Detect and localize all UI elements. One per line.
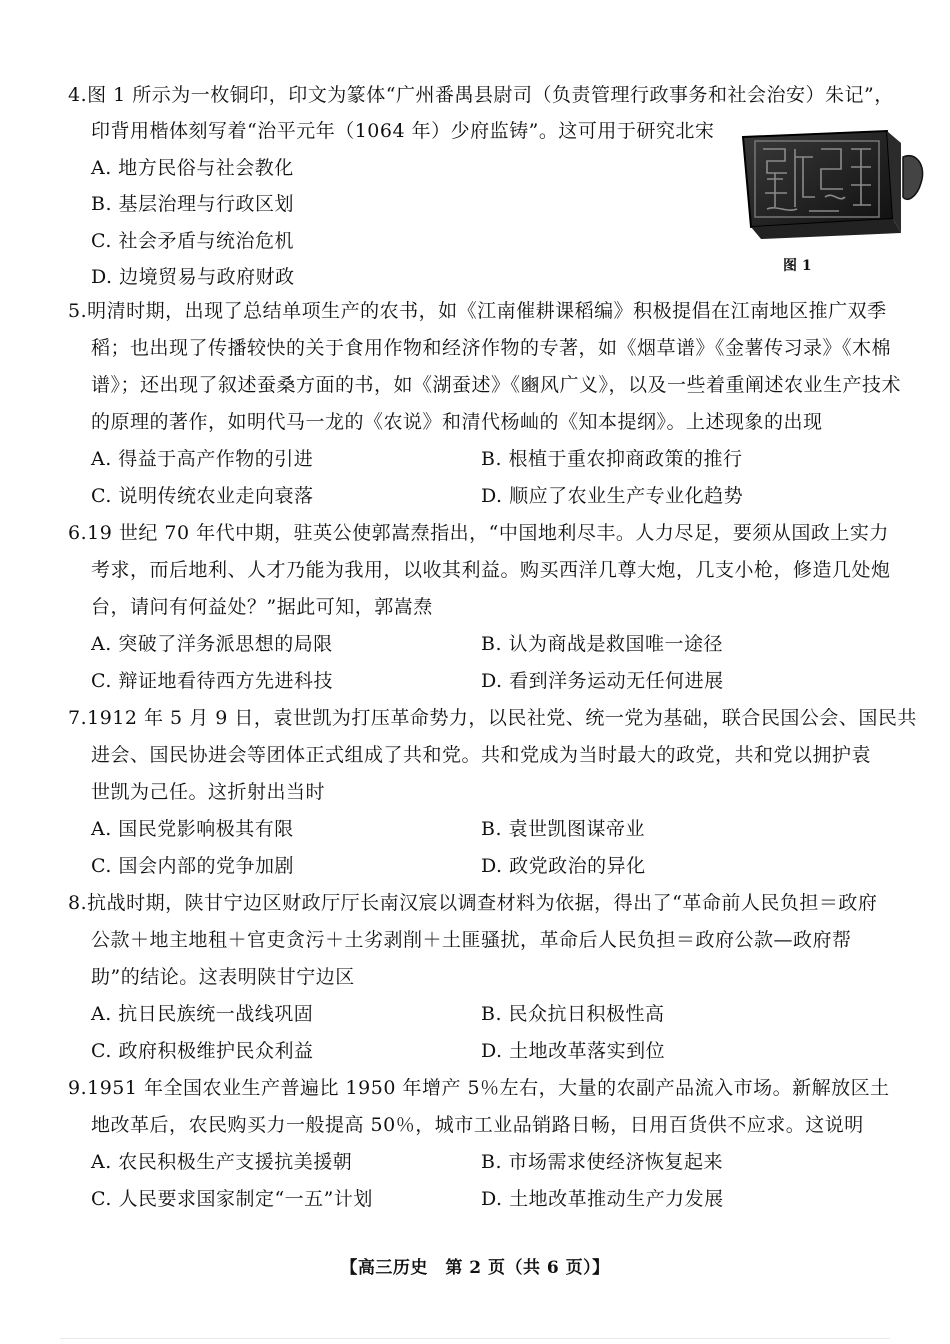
option-b[interactable]: B. 民众抗日积极性高 [481,1003,665,1025]
option-b[interactable]: B. 根植于重农抑商政策的推行 [481,448,743,470]
option-c[interactable]: C. 国会内部的党争加剧 [91,855,294,877]
question-stem-line: 世凯为己任。这折射出当时 [91,781,326,803]
question-stem-line: 4.图 1 所示为一枚铜印，印文为篆体“广州番禺县尉司（负责管理行政事务和社会治安）朱记”， [68,84,894,106]
option-d[interactable]: D. 政党政治的异化 [481,855,646,877]
option-c[interactable]: C. 说明传统农业走向衰落 [91,485,314,507]
question-stem-line: 进会、国民协进会等团体正式组成了共和党。共和党成为当时最大的政党，共和党以拥护袁 [91,744,872,766]
question-stem-line: 的原理的著作，如明代马一龙的《农说》和清代杨屾的《知本提纲》。上述现象的出现 [91,411,823,433]
option-a[interactable]: A. 得益于高产作物的引进 [91,448,314,470]
question-stem-line: 台，请问有何益处？”据此可知，郭嵩焘 [91,596,433,618]
option-a[interactable]: A. 国民党影响极其有限 [91,818,294,840]
option-c[interactable]: C. 人民要求国家制定“一五”计划 [91,1188,373,1210]
question-stem-line: 助”的结论。这表明陕甘宁边区 [91,966,355,988]
bronze-seal-image [737,127,937,245]
option-c[interactable]: C. 辩证地看待西方先进科技 [91,670,333,692]
option-b[interactable]: B. 袁世凯图谋帝业 [481,818,646,840]
option-a[interactable]: A. 地方民俗与社会教化 [91,157,294,179]
option-d[interactable]: D. 看到洋务运动无任何进展 [481,670,724,692]
option-b[interactable]: B. 认为商战是救国唯一途径 [481,633,724,655]
option-b[interactable]: B. 基层治理与行政区划 [91,193,295,215]
divider [60,1338,890,1339]
question-stem-line: 谱》；还出现了叙述蚕桑方面的书，如《湖蚕述》《豳风广义》，以及一些着重阐述农业生产技术 [91,374,902,396]
question-stem-line: 稻；也出现了传播较快的关于食用作物和经济作物的专著，如《烟草谱》《金薯传习录》《木棉 [91,337,892,359]
option-b[interactable]: B. 市场需求使经济恢复起来 [481,1151,724,1173]
page-footer: 【高三历史 第 2 页（共 6 页）】 [340,1258,610,1278]
option-c[interactable]: C. 政府积极维护民众利益 [91,1040,314,1062]
option-d[interactable]: D. 顺应了农业生产专业化趋势 [481,485,744,507]
option-c[interactable]: C. 社会矛盾与统治危机 [91,230,294,252]
question-stem-line: 公款＋地主地租＋官吏贪污＋土劣剥削＋土匪骚扰，革命后人民负担＝政府公款—政府帮 [91,929,852,951]
question-stem-line: 5.明清时期，出现了总结单项生产的农书，如《江南催耕课稻编》积极提倡在江南地区推广双季 [68,300,887,322]
question-stem-line: 地改革后，农民购买力一般提高 50％，城市工业品销路日畅，日用百货供不应求。这说明 [91,1114,864,1136]
option-a[interactable]: A. 农民积极生产支援抗美援朝 [91,1151,353,1173]
option-d[interactable]: D. 土地改革落实到位 [481,1040,666,1062]
option-a[interactable]: A. 突破了洋务派思想的局限 [91,633,333,655]
question-stem-line: 印背用楷体刻写着“治平元年（1064 年）少府监铸”。这可用于研究北宋 [91,120,715,142]
option-d[interactable]: D. 边境贸易与政府财政 [91,266,295,288]
option-d[interactable]: D. 土地改革推动生产力发展 [481,1188,724,1210]
question-stem-line: 8.抗战时期，陕甘宁边区财政厅厅长南汉宸以调查材料为依据，得出了“革命前人民负担＝政府 [68,892,878,914]
question-stem-line: 6.19 世纪 70 年代中期，驻英公使郭嵩焘指出，“中国地利尽丰。人力尽足，要须从国政上实力 [68,522,889,544]
figure-caption: 图 1 [783,258,812,274]
question-stem-line: 考求，而后地利、人才乃能为我用，以收其利益。购买西洋几尊大炮，几支小枪，修造几处炮 [91,559,891,581]
option-a[interactable]: A. 抗日民族统一战线巩固 [91,1003,314,1025]
question-stem-line: 9.1951 年全国农业生产普遍比 1950 年增产 5％左右，大量的农副产品流入市场。新解放区土 [68,1077,890,1099]
question-stem-line: 7.1912 年 5 月 9 日，袁世凯为打压革命势力，以民社党、统一党为基础，联合民国公会、国民共 [68,707,917,729]
